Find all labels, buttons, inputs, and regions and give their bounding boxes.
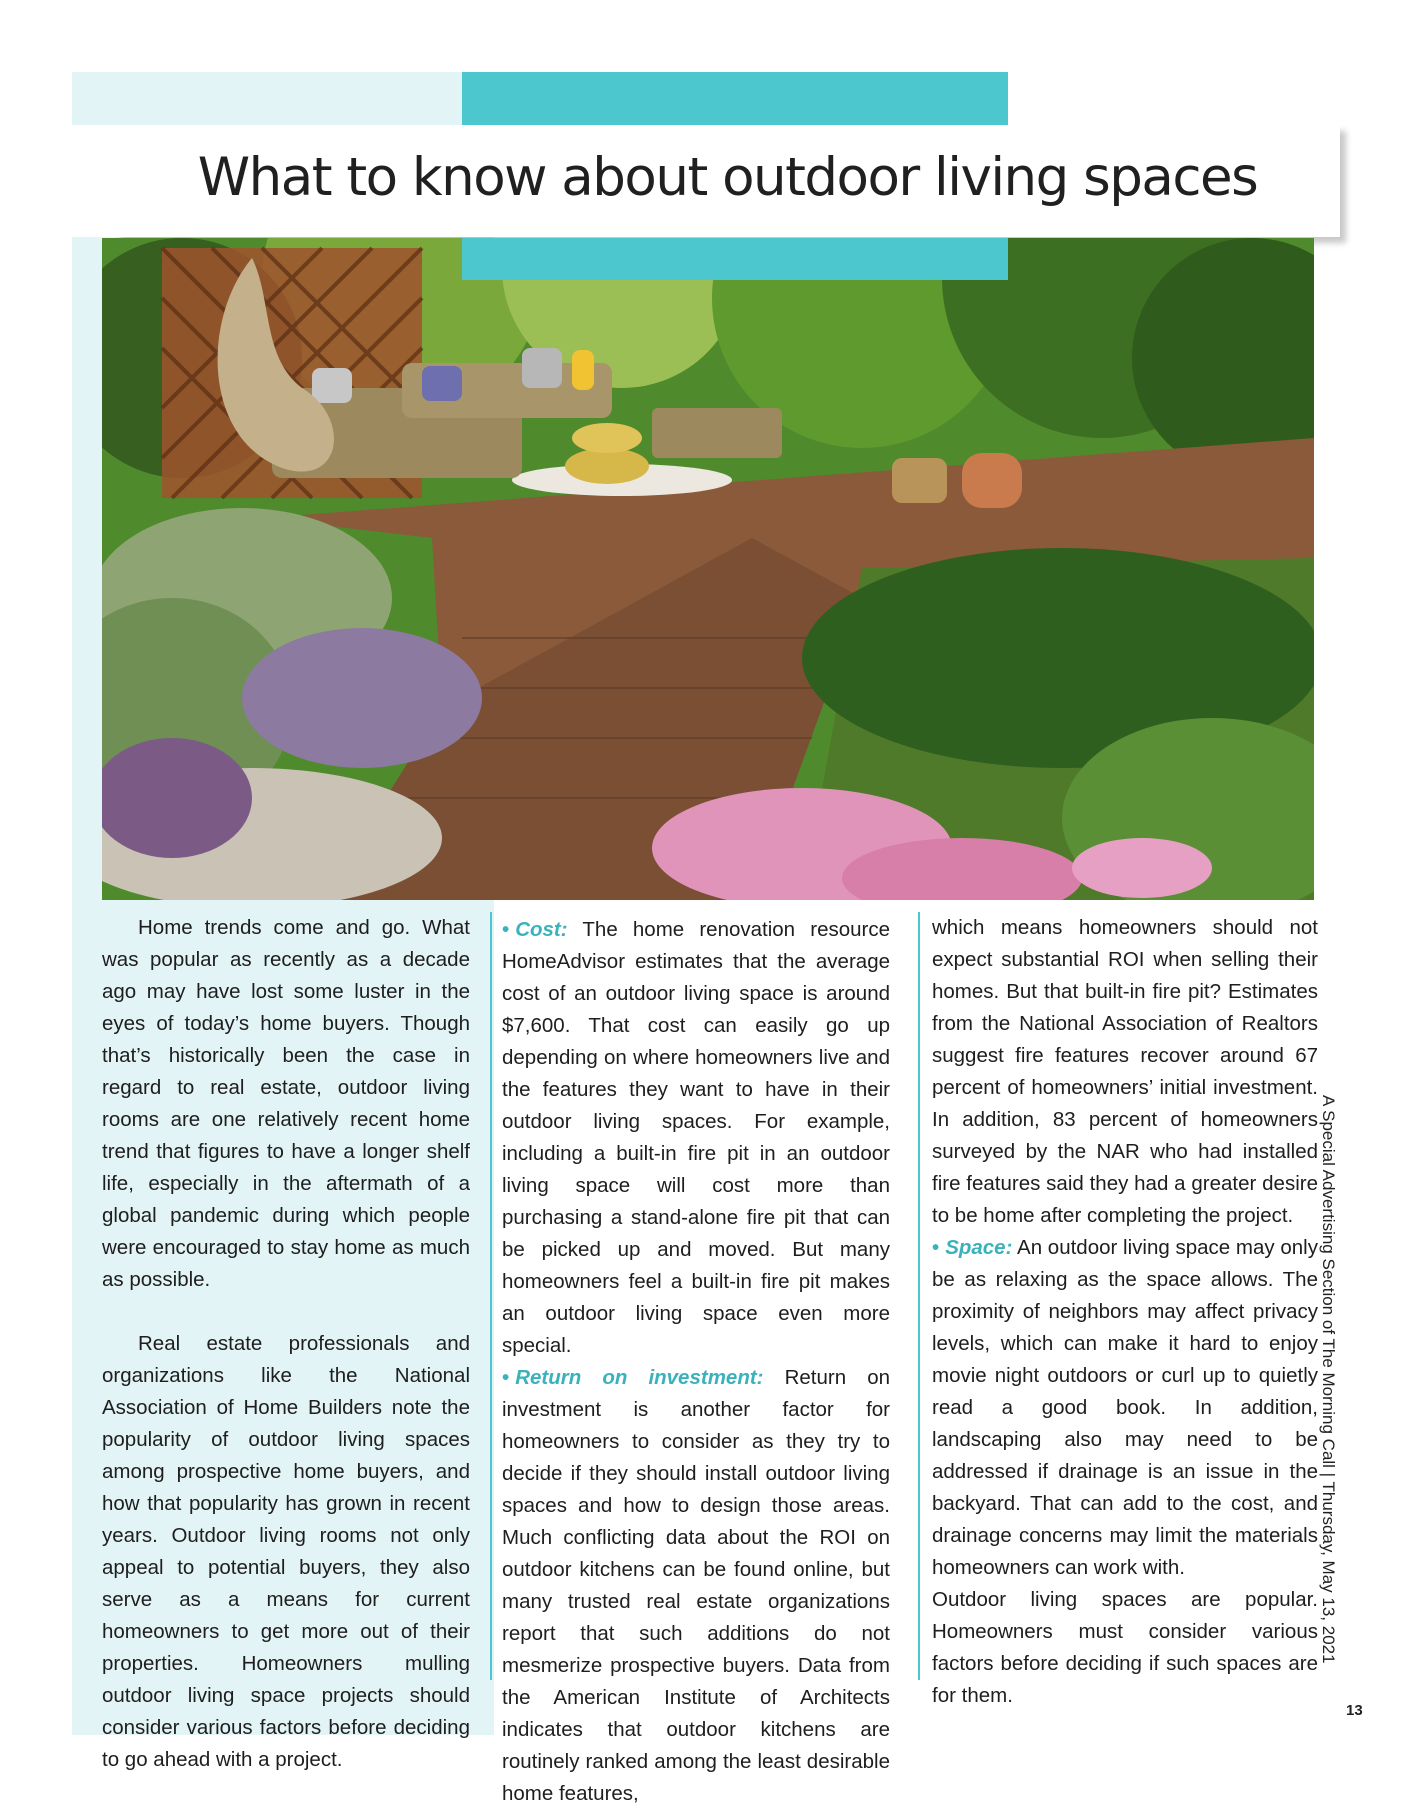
garden-photo — [102, 238, 1314, 900]
column-divider — [918, 912, 920, 1680]
title-box — [115, 125, 1340, 237]
page-title: What to know about outdoor living spaces — [197, 147, 1258, 208]
publication-credit: A Special Advertising Section of The Morning Call | Thursday, May 13, 2021 — [1319, 1095, 1338, 1664]
closing-paragraph: Outdoor living spaces are popular. Homeowners must consider various factors before deciding if such spaces are for them. — [932, 1588, 1318, 1707]
roi-paragraph — [502, 1362, 890, 1810]
space-text: An outdoor living space may only be as relaxing as the space allows. The proximity of neighbors may affect privacy levels, which can make it hard to enjoy movie night outdoors or curl up to quietly read a good book. In addition, landscaping also may need to be addressed if drainage is an issue in the backyard. That can add to the cost, and drainage concerns may limit the materials homeowners can work with. — [932, 1236, 1318, 1579]
header-bar-light — [72, 72, 462, 125]
bullet-icon: • — [502, 1366, 510, 1389]
article-column-3 — [932, 912, 1318, 1712]
paragraph: Real estate professionals and organizations like the National Association of Home Builders note the popularity of outdoor living spaces among prospective home buyers, and how that popularity has grown in recent years. Outdoor living rooms not only appeal to potential buyers, they also serve as a means for current homeowners to get more out of their properties. Homeowners mulling outdoor living space projects should consider various factors before deciding to go ahead with a project. — [102, 1332, 470, 1771]
space-paragraph — [932, 1232, 1318, 1584]
page-number: 13 — [1346, 1702, 1363, 1719]
roi-text: Return on investment is another factor for homeowners to consider as they try to decide if they should install outdoor living spaces and how to design those areas. Much conflicting data about the ROI on outdoor kitchens can be found online, but many trusted real estate organizations report that such additions do not mesmerize prospective buyers. Data from the American Institute of Architects indicates that outdoor kitchens are routinely ranked among the least desirable home features, — [502, 1366, 891, 1805]
paragraph: which means homeowners should not expect substantial ROI when selling their homes. But that built-in fire pit? Estimates from the National Association of Realtors suggest fire features recover around 67 percent of homeowners’ initial investment. In addition, 83 percent of homeowners surveyed by the NAR who had installed fire features said they had a greater desire to be home after completing the project. — [932, 916, 1318, 1227]
header-bar-accent — [462, 72, 1008, 125]
space-label: Space: — [945, 1236, 1013, 1259]
garden-photo-icon — [102, 238, 1314, 900]
photo-accent-tab — [462, 238, 1008, 280]
column-divider — [490, 912, 492, 1680]
cost-text: The home renovation resource HomeAdvisor estimates that the average cost of an outdoor living space is around $7,600. That cost can easily go up depending on where homeowners live and the features they want to have in their outdoor living spaces. For example, including a built-in fire pit in an outdoor living space will cost more than purchasing a stand-alone fire pit that can be picked up and moved. But many homeowners feel a built-in fire pit makes an outdoor living space even more special. — [502, 918, 891, 1357]
paragraph: Home trends come and go. What was popular as recently as a decade ago may have lost some luster in the eyes of today’s home buyers. Though that’s historically been the case in regard to real estate, outdoor living rooms are one relatively recent home trend that figures to have a longer shelf life, especially in the aftermath of a global pandemic during which people were encouraged to stay home as much as possible. — [102, 916, 470, 1291]
cost-paragraph — [502, 914, 890, 1362]
bullet-icon: • — [932, 1236, 940, 1259]
paragraph-gap — [102, 1296, 470, 1328]
article-column-2 — [502, 914, 890, 1810]
cost-label: Cost: — [515, 918, 568, 941]
article-column-1 — [102, 912, 470, 1776]
roi-label: Return on investment: — [515, 1366, 764, 1389]
bullet-icon: • — [502, 918, 510, 941]
